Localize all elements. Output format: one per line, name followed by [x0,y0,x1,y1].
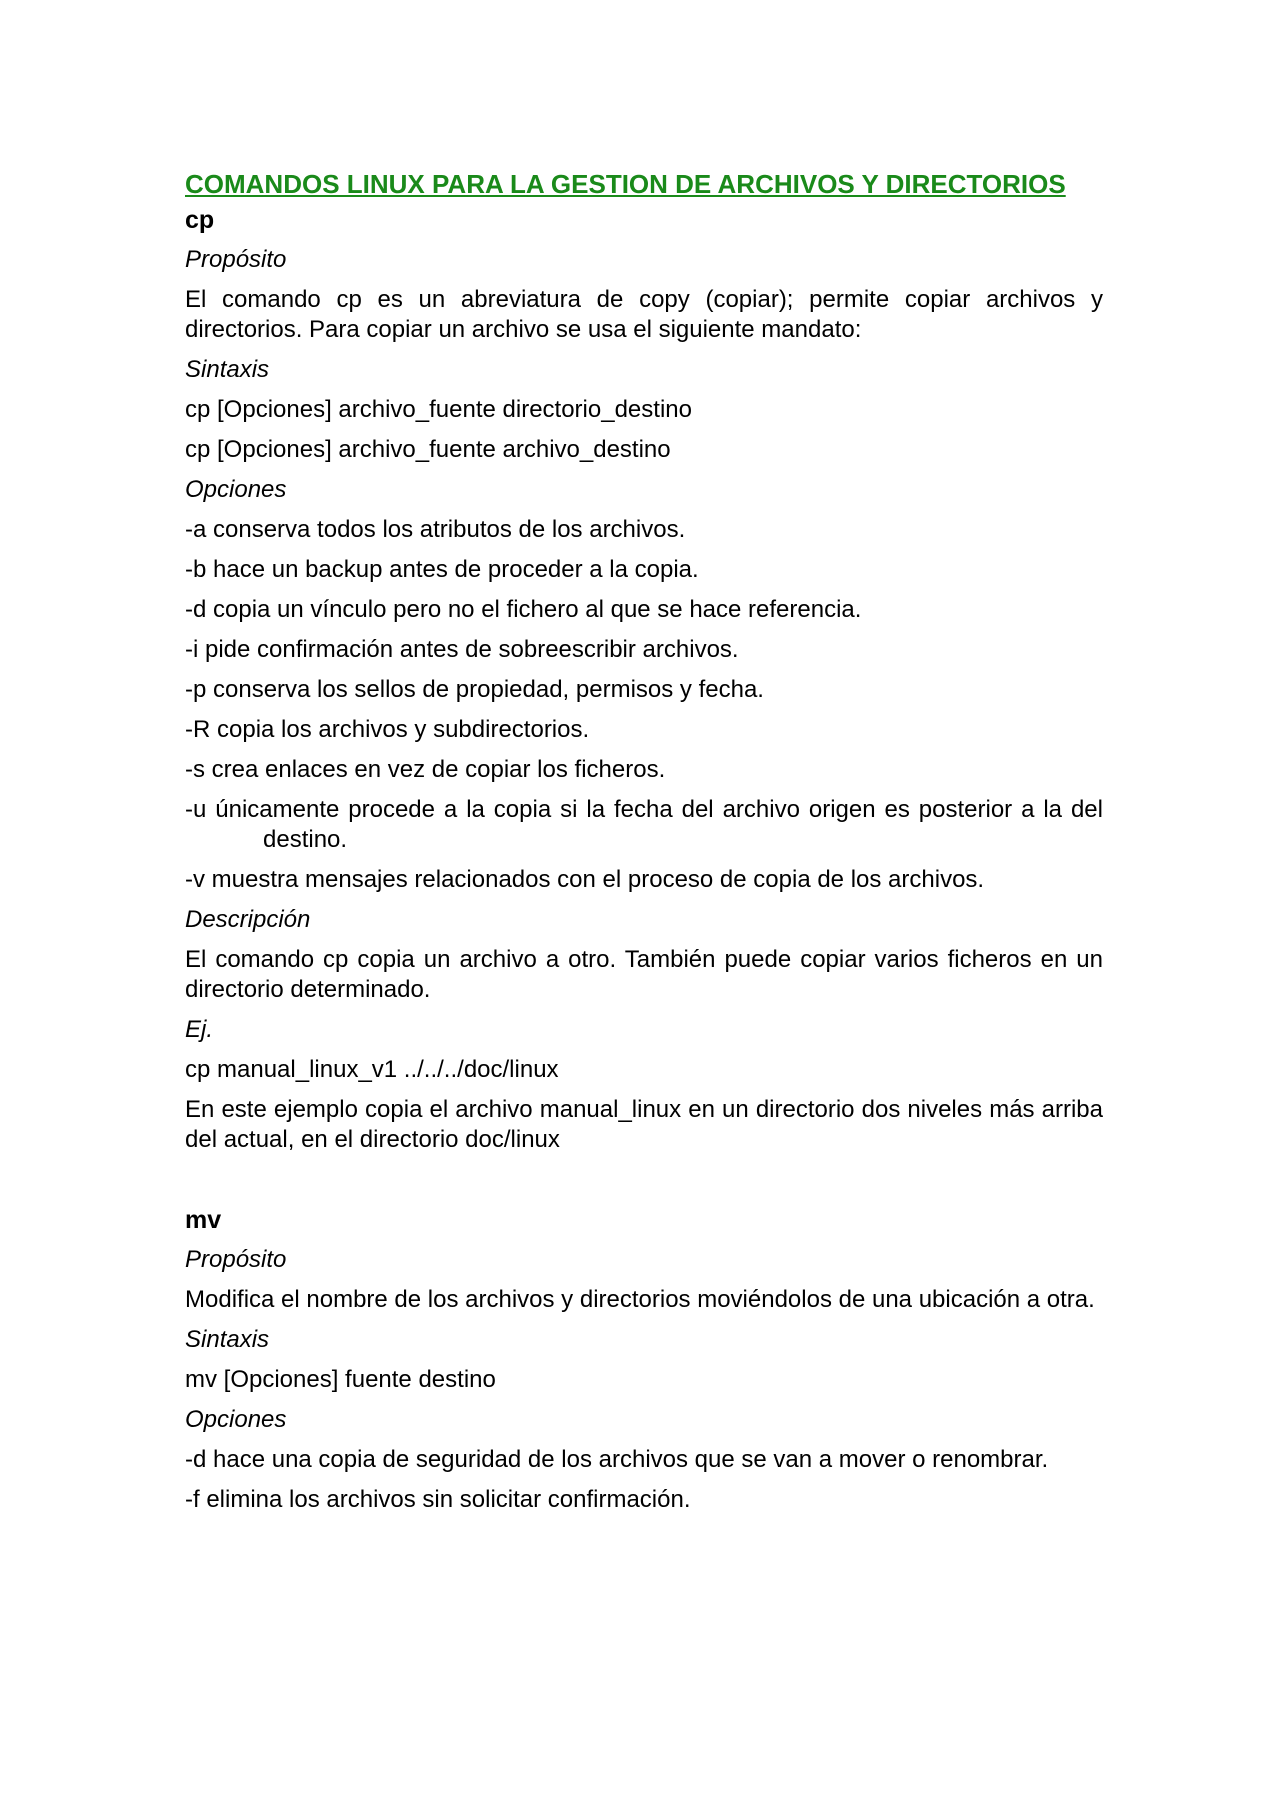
cp-option-item: -s crea enlaces en vez de copiar los ficheros. [185,756,666,783]
cp-ejemplo-command: cp manual_linux_v1 ../../../doc/linux [185,1056,559,1083]
mv-proposito-text: Modifica el nombre de los archivos y directorios moviéndolos de una ubicación a otra. [185,1286,1095,1313]
mv-option-item: -f elimina los archivos sin solicitar confirmación. [185,1486,691,1513]
label-sintaxis: Sintaxis [185,1326,270,1353]
cp-descripcion-text: El comando cp copia un archivo a otro. También puede copiar varios ficheros en un directorio determinado. [185,946,1103,1003]
section-cp [185,205,1103,1155]
label-ejemplo: Ej. [185,1016,214,1043]
label-sintaxis: Sintaxis [185,356,270,383]
label-proposito: Propósito [185,1246,287,1273]
cp-option-item: -b hace un backup antes de proceder a la copia. [185,556,699,583]
cp-option-item: -d copia un vínculo pero no el fichero al que se hace referencia. [185,596,862,623]
cp-option-item: -v muestra mensajes relacionados con el proceso de copia de los archivos. [185,866,985,893]
label-opciones: Opciones [185,476,287,503]
document-title: COMANDOS LINUX PARA LA GESTION DE ARCHIVOS Y DIRECTORIOS [185,169,1066,199]
cp-option-item: -u únicamente procede a la copia si la fecha del archivo origen es posterior a la del destino. [185,796,1103,853]
cp-option-item: -a conserva todos los atributos de los archivos. [185,516,686,543]
cp-option-item: -i pide confirmación antes de sobreescribir archivos. [185,636,739,663]
cp-proposito-text: El comando cp es un abreviatura de copy (copiar); permite copiar archivos y directorios. Para copiar un archivo se usa el siguiente mandato: [185,286,1103,343]
section-spacer [185,1165,1103,1205]
label-proposito: Propósito [185,246,287,273]
cp-sintaxis-line: cp [Opciones] archivo_fuente directorio_destino [185,396,692,423]
document-page [185,168,1103,1525]
cp-sintaxis-line: cp [Opciones] archivo_fuente archivo_destino [185,436,671,463]
cp-option-item: -R copia los archivos y subdirectorios. [185,716,590,743]
command-name-cp: cp [185,206,215,234]
command-name-mv: mv [185,1206,222,1234]
cp-ejemplo-text: En este ejemplo copia el archivo manual_linux en un directorio dos niveles más arriba del actual, en el directorio doc/linux [185,1096,1103,1153]
section-mv [185,1205,1103,1515]
label-descripcion: Descripción [185,906,311,933]
label-opciones: Opciones [185,1406,287,1433]
mv-option-item: -d hace una copia de seguridad de los archivos que se van a mover o renombrar. [185,1446,1049,1473]
mv-sintaxis-line: mv [Opciones] fuente destino [185,1366,496,1393]
cp-option-item: -p conserva los sellos de propiedad, permisos y fecha. [185,676,764,703]
